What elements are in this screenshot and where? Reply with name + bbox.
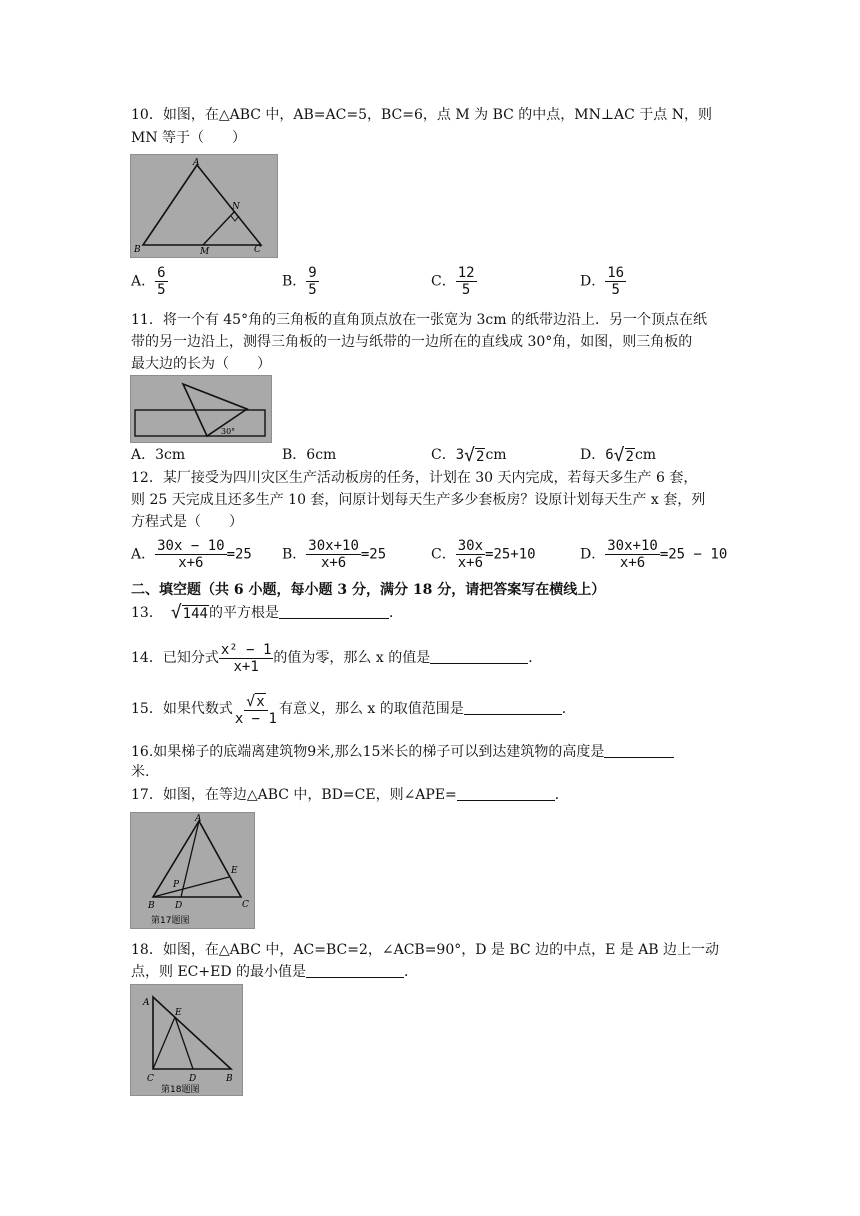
q11-option-a: A．3cm (131, 447, 186, 463)
q11-option-c: C． 3 √ 2 cm (431, 445, 507, 466)
q17-fig-label-p: P (173, 880, 180, 890)
q10-line-2: MN 等于（ ） (131, 130, 247, 146)
q18-fig-label-e: E (175, 1008, 182, 1018)
q12-line-3: 方程式是（ ） (131, 514, 243, 530)
q17-fig-label-d: D (175, 901, 183, 911)
q12-line-2: 则 25 天完成且还多生产 10 套，问原计划每天生产多少套板房？设原计划每天生产 x 套，列 (131, 492, 706, 508)
q14: 14．已知分式 $\frac{\text{x² − 1}}{x+1}$ 的值为零，那么 x 的值是 ． (131, 641, 543, 675)
q14-answer-blank[interactable] (430, 649, 528, 664)
q11-option-b: B．6cm (282, 447, 337, 463)
q11-option-d: D． 6 √ 2 cm (580, 445, 657, 466)
q12-option-c: C． $\frac{30x}{x+6}$ =25+10 (431, 538, 536, 571)
section-heading-fill-in: 二、填空题（共 6 小题，每小题 3 分，满分 18 分，请把答案写在横线上） (131, 582, 606, 598)
q15-answer-blank[interactable] (464, 700, 562, 715)
q17-answer-blank[interactable] (457, 786, 555, 801)
q11-figure (130, 375, 272, 443)
q10-option-b: B． $\frac{9}{5}$ (282, 265, 317, 298)
q18-line-2: 点，则 EC+ED 的最小值是 ． (131, 964, 419, 980)
q10-fig-label-a: A (193, 158, 200, 168)
q10-fig-label-b: B (134, 245, 141, 255)
q11-line-3: 最大边的长为（ ） (131, 356, 271, 372)
q11-fig-angle-label: 30° (221, 427, 236, 436)
q18-fig-label-a: A (143, 998, 150, 1008)
q18-fig-label-b: B (226, 1074, 233, 1084)
q10-fig-label-n: N (232, 202, 240, 212)
q10-line-1: 10．如图，在△ABC 中，AB=AC=5，BC=6，点 M 为 BC 的中点，MN⊥AC 于点 N，则 (131, 107, 713, 123)
q10-fig-label-m: M (200, 247, 210, 257)
q12-option-d: D． $\frac{30x+10}{x+6}$ =25 − 10 (580, 538, 728, 571)
q10-fig-label-c: C (254, 245, 261, 255)
q18-fig-label-d: D (189, 1074, 197, 1084)
q11-line-1: 11．将一个有 45°角的三角板的直角顶点放在一张宽为 3cm 的纸带边沿上．另一个顶点在纸 (131, 312, 708, 328)
q13: 13． √ 144 的平方根是 ． (131, 602, 403, 623)
q10-figure (130, 154, 278, 258)
q17-fig-label-e: E (231, 866, 238, 876)
q18-line-1: 18．如图，在△ABC 中，AC=BC=2，∠ACB=90°，D 是 BC 边的中点，E 是 AB 边上一动 (131, 942, 720, 958)
q11-line-2: 带的另一边沿上，测得三角板的一边与纸带的一边所在的直线成 30°角，如图，则三角板的 (131, 334, 693, 350)
q18-answer-blank[interactable] (306, 963, 404, 978)
q17-fig-caption: 第17题图 (151, 916, 190, 926)
q18-fig-caption: 第18题图 (161, 1085, 200, 1095)
q16-line-1: 16.如果梯子的底端离建筑物9米,那么15米长的梯子可以到达建筑物的高度是 (131, 742, 674, 762)
q18-figure (130, 984, 243, 1096)
q15: 15．如果代数式 √ x x − 1 有意义，那么 x 的取值范围是 ． (131, 691, 576, 727)
q13-answer-blank[interactable] (279, 604, 389, 619)
q17: 17．如图，在等边△ABC 中，BD=CE，则∠APE= ． (131, 787, 569, 803)
q16-line-2: 米. (131, 764, 150, 780)
q16-answer-blank[interactable] (604, 743, 674, 758)
q10-option-c: C． $\frac{12}{5}$ (431, 265, 475, 298)
q12-line-1: 12．某厂接受为四川灾区生产活动板房的任务，计划在 30 天内完成，若每天多生产 6 套， (131, 470, 698, 486)
q12-option-a: A． $\frac{30x - 10}{x+6}$ =25 (131, 538, 252, 571)
q10-option-a: A． $\frac{6}{5}$ (131, 265, 166, 298)
q10-option-d: D． $\frac{16}{5}$ (580, 265, 625, 298)
q17-fig-label-b: B (148, 901, 155, 911)
q17-figure (130, 812, 255, 929)
q18-fig-label-c: C (147, 1074, 154, 1084)
q12-option-b: B． $\frac{30x+10}{x+6}$ =25 (282, 538, 387, 571)
q17-fig-label-a: A (195, 814, 202, 824)
q17-fig-label-c: C (242, 900, 249, 910)
